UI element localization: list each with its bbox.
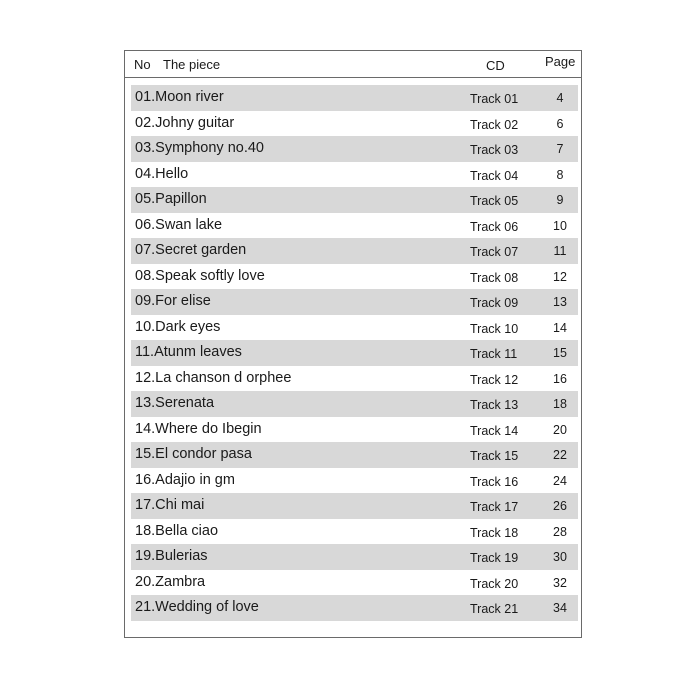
piece-title: 02.Johny guitar bbox=[135, 114, 235, 131]
cd-track: Track 01 bbox=[470, 92, 519, 106]
table-row bbox=[131, 187, 578, 213]
table-row bbox=[131, 315, 578, 341]
piece-title: 04.Hello bbox=[135, 165, 189, 182]
piece-title: 18.Bella ciao bbox=[135, 522, 219, 539]
table-row bbox=[131, 136, 578, 162]
page-number: 28 bbox=[553, 524, 567, 539]
page-number: 11 bbox=[553, 244, 567, 258]
page-number: 4 bbox=[556, 91, 564, 105]
page-number: 14 bbox=[553, 320, 567, 335]
table-row bbox=[131, 366, 578, 392]
cd-track: Track 08 bbox=[470, 270, 519, 285]
page-number: 30 bbox=[553, 550, 567, 564]
header-cd: CD bbox=[486, 58, 505, 73]
cd-track: Track 13 bbox=[470, 398, 519, 412]
page-number: 22 bbox=[553, 448, 567, 462]
piece-title: 11.Atunm leaves bbox=[135, 344, 242, 360]
table-row bbox=[131, 468, 578, 494]
cd-track: Track 07 bbox=[470, 245, 519, 259]
table-body bbox=[131, 85, 578, 621]
table-row bbox=[131, 340, 578, 366]
cd-track: Track 17 bbox=[470, 500, 519, 514]
piece-title: 10.Dark eyes bbox=[135, 318, 221, 335]
piece-title: 05.Papillon bbox=[135, 191, 207, 207]
table-row bbox=[131, 391, 578, 417]
piece-title: 21.Wedding of love bbox=[135, 599, 259, 615]
cd-track: Track 18 bbox=[470, 525, 519, 540]
table-row bbox=[131, 162, 578, 188]
piece-title: 15.El condor pasa bbox=[135, 446, 252, 462]
table-row bbox=[131, 544, 578, 570]
page-number: 6 bbox=[556, 116, 564, 131]
cd-track: Track 20 bbox=[470, 576, 519, 591]
piece-title: 07.Secret garden bbox=[135, 242, 247, 258]
table-row bbox=[131, 442, 578, 468]
table-row bbox=[131, 595, 578, 621]
contents-table bbox=[124, 50, 582, 638]
cd-track: Track 09 bbox=[470, 296, 519, 310]
cd-track: Track 03 bbox=[470, 143, 519, 157]
cd-track: Track 10 bbox=[470, 321, 519, 336]
piece-title: 08.Speak softly love bbox=[135, 267, 265, 284]
page-number: 15 bbox=[553, 346, 567, 360]
page-number: 26 bbox=[553, 499, 567, 513]
table-row bbox=[131, 213, 578, 239]
table-header bbox=[125, 51, 581, 78]
page-number: 9 bbox=[556, 193, 564, 207]
table-row bbox=[131, 519, 578, 545]
cd-track: Track 16 bbox=[470, 474, 519, 489]
piece-title: 20.Zambra bbox=[135, 573, 206, 590]
piece-title: 13.Serenata bbox=[135, 395, 215, 411]
cd-track: Track 02 bbox=[470, 117, 519, 132]
cd-track: Track 14 bbox=[470, 423, 519, 438]
piece-title: 01.Moon river bbox=[135, 89, 224, 105]
table-row bbox=[131, 238, 578, 264]
cd-track: Track 15 bbox=[470, 449, 519, 463]
cd-track: Track 19 bbox=[470, 551, 519, 565]
table-row bbox=[131, 85, 578, 111]
piece-title: 12.La chanson d orphee bbox=[135, 369, 292, 386]
page-number: 24 bbox=[553, 473, 567, 488]
page-number: 8 bbox=[556, 167, 564, 182]
page-number: 18 bbox=[553, 397, 567, 411]
page-number: 20 bbox=[553, 422, 567, 437]
page-number: 12 bbox=[553, 269, 567, 284]
table-row bbox=[131, 570, 578, 596]
page-number: 16 bbox=[553, 371, 567, 386]
header-piece: The piece bbox=[163, 57, 221, 72]
page-number: 13 bbox=[553, 295, 567, 309]
piece-title: 14.Where do Ibegin bbox=[135, 420, 262, 437]
table-row bbox=[131, 264, 578, 290]
piece-title: 06.Swan lake bbox=[135, 216, 223, 233]
cd-track: Track 05 bbox=[470, 194, 519, 208]
cd-track: Track 06 bbox=[470, 219, 519, 234]
piece-title: 19.Bulerias bbox=[135, 548, 208, 564]
piece-title: 03.Symphony no.40 bbox=[135, 140, 264, 156]
piece-title: 17.Chi mai bbox=[135, 497, 205, 513]
cd-track: Track 12 bbox=[470, 372, 519, 387]
table-row bbox=[131, 417, 578, 443]
table-row bbox=[131, 493, 578, 519]
header-page: Page bbox=[545, 54, 576, 69]
page-number: 32 bbox=[553, 575, 567, 590]
cd-track: Track 04 bbox=[470, 168, 519, 183]
cd-track: Track 21 bbox=[470, 602, 519, 616]
piece-title: 16.Adajio in gm bbox=[135, 471, 235, 488]
table-row bbox=[131, 289, 578, 315]
cd-track: Track 11 bbox=[470, 347, 518, 361]
page-number: 34 bbox=[553, 601, 567, 615]
header-no: No bbox=[134, 57, 151, 72]
table-row bbox=[131, 111, 578, 137]
page-number: 10 bbox=[553, 218, 567, 233]
piece-title: 09.For elise bbox=[135, 293, 211, 309]
page-number: 7 bbox=[556, 142, 564, 156]
